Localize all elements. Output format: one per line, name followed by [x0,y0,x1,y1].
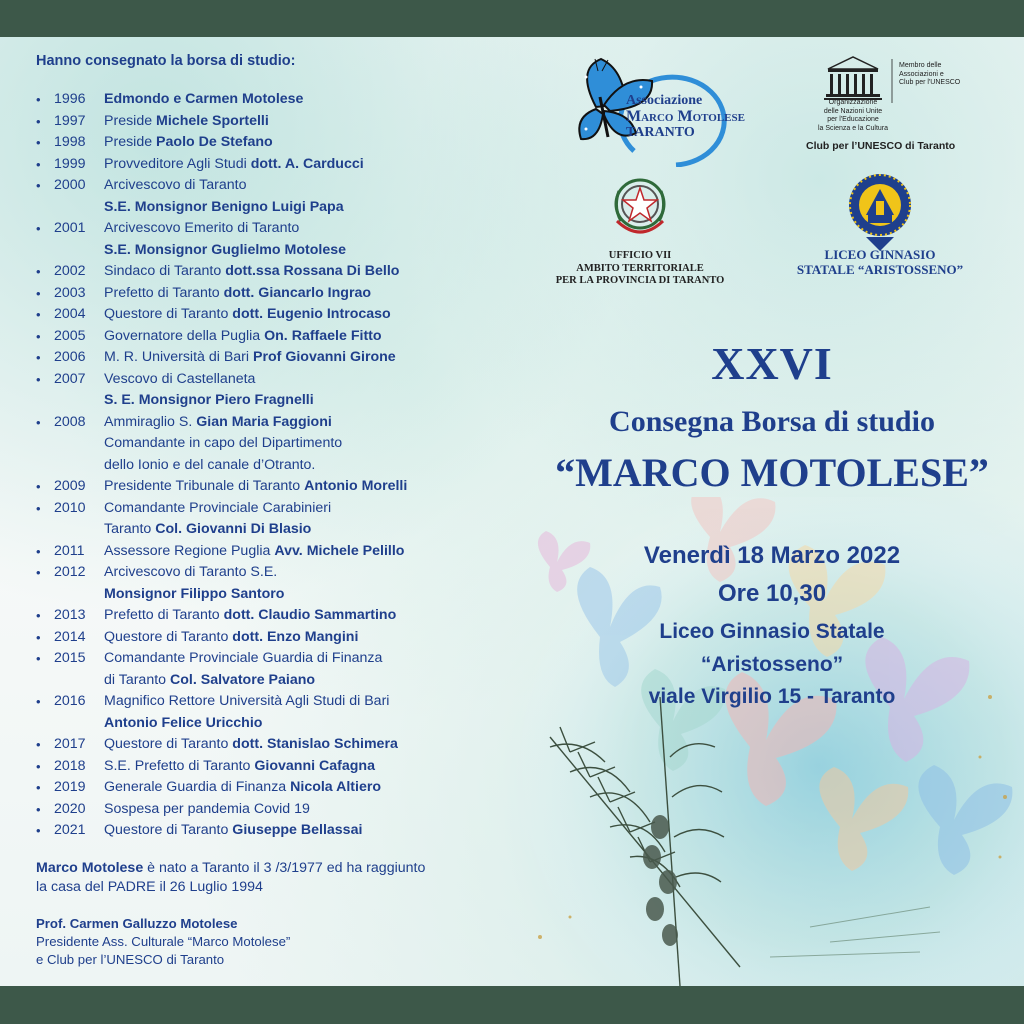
list-item [36,89,506,111]
signature-role-1: Presidente Ass. Culturale “Marco Motolese” [36,934,291,949]
unesco-org-line: delle Nazioni Unite [823,107,883,115]
list-item [36,541,506,563]
italian-republic-emblem-icon [607,171,673,243]
list-item [36,627,506,649]
entry-role: Sospesa per pandemia Covid 19 [104,800,310,817]
entry-line [104,584,506,606]
entry-line [104,218,506,240]
entry-line [104,154,506,176]
list-item [36,412,506,477]
entry-year: 1996 [54,91,86,107]
entry-name: dott. A. Carducci [250,155,364,172]
entry-year: 1997 [54,112,86,129]
entry-role: Magnifico Rettore Università Agli Studi di Bari [104,693,390,709]
entry-line [104,627,506,649]
entry-line [104,326,506,348]
birth-note-line2: la casa del PADRE il 26 Luglio 1994 [36,879,263,895]
entry-name: Col. Giovanni Di Blasio [155,521,312,537]
entry-name: Giuseppe Bellassai [232,822,363,838]
entry-year: 2015 [54,650,86,666]
list-item [36,498,506,541]
entry-role: Questore di Taranto [104,736,233,752]
signature-block [36,915,506,969]
bullet-icon: • [36,543,41,559]
entry-line [104,304,506,326]
entry-role: Comandante Provinciale Carabinieri [104,499,332,516]
entry-line [104,132,506,154]
event-date: Venerdì 18 Marzo 2022 [643,542,901,569]
entry-role: Questore di Taranto [104,822,233,838]
bullet-icon: • [36,92,41,107]
entry-role: Questore di Taranto [104,306,233,322]
list-item [36,756,506,778]
entry-role: Sindaco di Taranto [104,263,226,279]
entry-line [104,799,506,821]
list-item [36,605,506,627]
list-item [36,175,506,218]
list-item [36,132,506,154]
entry-year: 2017 [54,736,86,752]
entry-line [104,820,506,842]
birth-note-line1: è nato a Taranto il 3 /3/1977 ed ha raggiunto [143,860,426,876]
list-item [36,154,506,176]
entry-year: 2005 [54,327,86,344]
entry-year: 2020 [54,800,86,817]
list-item [36,218,506,261]
unesco-org-line: la Scienza e la Cultura [817,124,889,132]
entry-role: M. R. Università di Bari [104,349,254,365]
bullet-icon: • [36,285,41,301]
birth-note [36,859,506,897]
list-item [36,304,506,326]
bullet-icon: • [36,608,41,623]
bullet-icon: • [36,629,41,645]
event-time: Ore 10,30 [717,580,827,607]
liceo-line: STATALE “ARISTOSSENO” [796,262,964,277]
entry-name: S.E. Monsignor Guglielmo Motolese [104,241,346,258]
entry-line [104,89,506,111]
liceo-line: LICEO GINNASIO [824,247,936,262]
entry-line [104,519,506,541]
entry-year: 2019 [54,779,86,795]
entry-year: 2006 [54,349,86,365]
entry-line [104,777,506,799]
entry-year: 2002 [54,263,86,279]
entry-role: Arcivescovo di Taranto [104,177,247,193]
entry-line [104,347,506,369]
entry-name: S. E. Monsignor Piero Fragnelli [104,392,314,408]
ufficio-line: UFFICIO VII [608,250,672,261]
entry-role: Arcivescovo Emerito di Taranto [104,220,300,236]
entry-name: Antonio Felice Uricchio [104,714,263,731]
association-name [626,93,745,141]
bullet-icon: • [36,307,41,322]
entry-role: dello Ionio e del canale d’Otranto. [104,456,316,473]
bullet-icon: • [36,694,41,709]
entry-role: di Taranto [104,671,170,688]
bullet-icon: • [36,801,41,817]
entry-name: Antonio Morelli [304,478,408,494]
entry-year: 2001 [54,220,86,236]
entry-name: Giovanni Cafagna [254,757,375,774]
liceo-name [770,247,990,277]
entry-line [104,734,506,756]
entry-name: dott. Claudio Sammartino [223,607,397,623]
bullet-icon: • [36,178,41,193]
bullet-icon: • [36,414,41,430]
entry-line [104,670,506,692]
entry-role: Arcivescovo di Taranto S.E. [104,564,278,580]
bullet-icon: • [36,264,41,279]
entry-role: Questore di Taranto [104,628,233,645]
entry-line [104,562,506,584]
entry-name: On. Raffaele Fitto [264,327,382,344]
list-item [36,691,506,734]
recipients-list [36,89,506,842]
venue-line-2: “Aristosseno” [700,653,844,676]
unesco-org-line: Organizzazione [828,99,878,106]
bullet-icon: • [36,371,41,387]
edition-number: XXVI [711,338,833,389]
unesco-member-line: Membro delle [899,62,942,69]
ufficio-line: PER LA PROVINCIA DI TARANTO [555,275,725,286]
bullet-icon: • [36,350,41,365]
list-title: Hanno consegnato la borsa di studio: [36,53,296,69]
entry-name: Gian Maria Faggioni [196,413,332,430]
entry-year: 2010 [54,499,86,516]
ufficio-text [540,250,740,288]
entry-line [104,433,506,455]
entry-line [104,455,506,477]
bullet-icon: • [36,780,41,795]
entry-role: Preside [104,134,157,150]
entry-year: 2012 [54,564,86,580]
entry-line [104,541,506,563]
bullet-icon: • [36,156,41,172]
entry-name: Monsignor Filippo Santoro [104,585,285,602]
entry-name: Nicola Altiero [290,779,382,795]
ufficio-line: AMBITO TERRITORIALE [576,262,704,274]
recipients-column [36,53,506,842]
event-subtitle: Consegna Borsa di studio [609,405,935,438]
bullet-icon: • [36,565,41,580]
entry-role: Prefetto di Taranto [104,284,224,301]
entry-line [104,412,506,434]
list-item [36,820,506,842]
unesco-member-line: Club per l'UNESCO [899,79,961,86]
association-city: TARANTO [626,125,695,140]
entry-line [104,756,506,778]
entry-year: 2004 [54,306,86,322]
entry-role: Governatore della Puglia [104,327,265,344]
list-item [36,648,506,691]
bullet-icon: • [36,651,41,666]
entry-name: Col. Salvatore Paiano [170,671,316,688]
entry-year: 2016 [54,693,86,709]
entry-role: Presidente Tribunale di Taranto [104,478,305,494]
entry-line [104,713,506,735]
entry-role: Taranto [104,521,156,537]
list-item [36,476,506,498]
bullet-icon: • [36,113,41,129]
entry-role: Provveditore Agli Studi [104,155,251,172]
signature-name: Prof. Carmen Galluzzo Motolese [36,916,238,931]
entry-year: 2007 [54,370,86,387]
bullet-icon: • [36,500,41,516]
list-item [36,799,506,821]
list-item [36,734,506,756]
entry-role: Comandante in capo del Dipartimento [104,435,343,451]
entry-name: dott. Stanislao Schimera [232,736,398,752]
bullet-icon: • [36,737,41,752]
venue-line-1: Liceo Ginnasio Statale [659,620,885,643]
entry-name: Michele Sportelli [156,112,269,129]
entry-name: dott. Enzo Mangini [232,628,359,645]
bullet-icon: • [36,221,41,236]
list-item [36,261,506,283]
bullet-icon: • [36,823,41,838]
butterflies-and-pine-illustration [510,497,1024,986]
entry-year: 2021 [54,822,86,838]
entry-year: 2011 [54,542,85,559]
list-item [36,111,506,133]
entry-year: 2008 [54,413,86,430]
unesco-member-note [899,62,960,88]
entry-name: Avv. Michele Pelillo [274,542,405,559]
venue-line-3: viale Virgilio 15 - Taranto [648,685,896,708]
entry-year: 2013 [54,607,86,623]
unesco-member-line: Associazioni e [899,70,944,78]
entry-line [104,175,506,197]
unesco-club-name: Club per l’UNESCO di Taranto [806,140,956,152]
list-item [36,777,506,799]
birth-note-name: Marco Motolese [36,860,144,876]
entry-role: Prefetto di Taranto [104,607,224,623]
entry-name: Prof Giovanni Girone [253,349,396,365]
entry-year: 2014 [54,628,86,645]
entry-name: dott.ssa Rossana Di Bello [225,263,400,279]
list-item [36,326,506,348]
liceo-badge-icon [846,171,914,253]
association-label: Associazione [626,93,703,108]
entry-line [104,498,506,520]
entry-role: S.E. Prefetto di Taranto [104,757,255,774]
entry-line [104,390,506,412]
entry-line [104,605,506,627]
entry-role: Assessore Regione Puglia [104,542,275,559]
list-item [36,347,506,369]
entry-name: Edmondo e Carmen Motolese [104,91,304,107]
entry-year: 2018 [54,757,86,774]
entry-line [104,111,506,133]
bullet-icon: • [36,758,41,774]
entry-year: 2000 [54,177,86,193]
unesco-org-text [808,99,898,133]
entry-role: Vescovo di Castellaneta [104,370,256,387]
bullet-icon: • [36,135,41,150]
entry-role: Preside [104,112,157,129]
entry-year: 1998 [54,134,86,150]
entry-year: 2009 [54,478,86,494]
signature-role-2: e Club per l’UNESCO di Taranto [36,952,225,967]
entry-name: dott. Giancarlo Ingrao [223,284,372,301]
entry-line [104,283,506,305]
entry-line [104,240,506,262]
list-item [36,562,506,605]
event-title: “MARCO MOTOLESE” [555,450,989,495]
association-title: Marco Motolese [626,108,745,125]
list-item [36,283,506,305]
entry-year: 2003 [54,284,86,301]
unesco-org-line: per l'Educazione [827,116,879,123]
entry-name: Paolo De Stefano [156,134,273,150]
list-item [36,369,506,412]
entry-line [104,261,506,283]
entry-name: S.E. Monsignor Benigno Luigi Papa [104,198,344,215]
entry-line [104,476,506,498]
entry-year: 1999 [54,155,86,172]
flyer [0,37,1024,986]
bullet-icon: • [36,328,41,344]
entry-line [104,369,506,391]
entry-line [104,648,506,670]
entry-line [104,197,506,219]
entry-name: dott. Eugenio Introcaso [232,306,391,322]
entry-role: Ammiraglio S. [104,413,197,430]
entry-line [104,691,506,713]
bullet-icon: • [36,479,41,494]
entry-role: Comandante Provinciale Guardia di Finanza [104,650,383,666]
entry-role: Generale Guardia di Finanza [104,779,291,795]
